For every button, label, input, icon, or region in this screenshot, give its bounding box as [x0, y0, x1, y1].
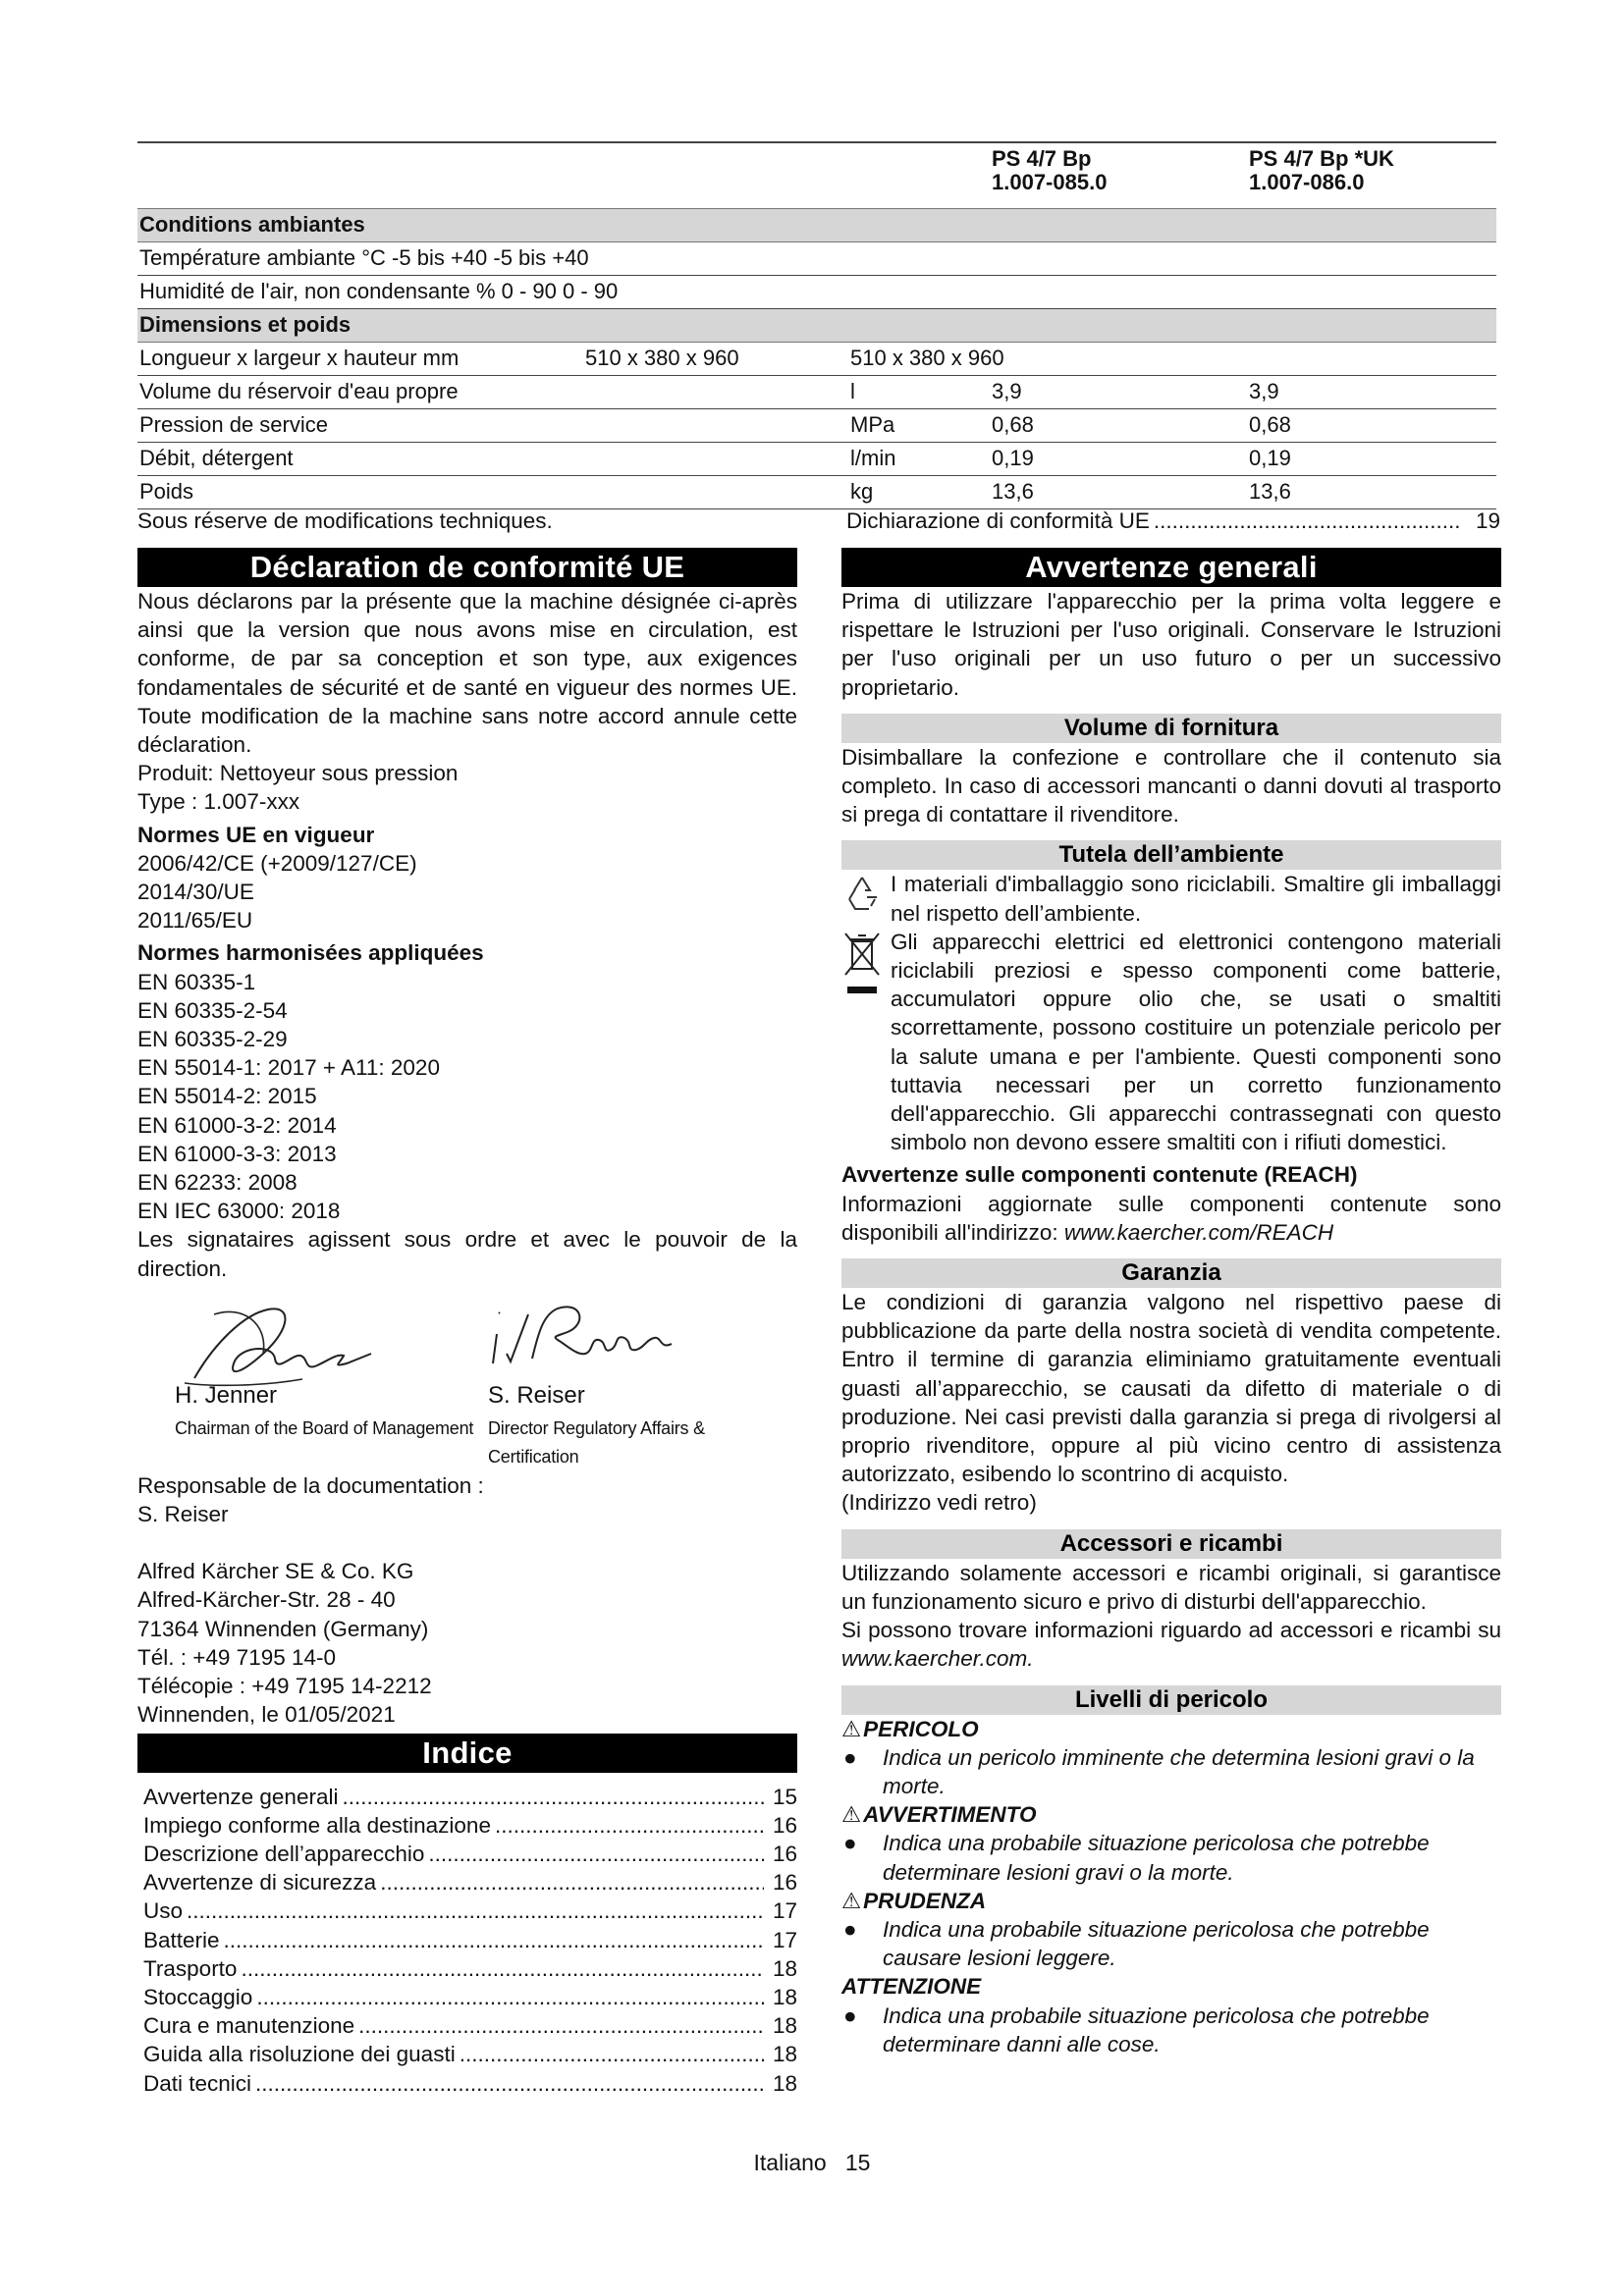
section-dimensions: Dimensions et poids — [137, 309, 1496, 343]
toc-item[interactable]: Cura e manutenzione ..... 18 — [137, 2011, 797, 2040]
type-line: Type : 1.007-xxx — [137, 789, 300, 815]
toc-item[interactable]: Trasporto ..... 18 — [137, 1954, 797, 1983]
address-line: Alfred Kärcher SE & Co. KG — [137, 1559, 414, 1584]
table-row: Poids kg 13,6 13,6 — [137, 476, 1496, 509]
toc-item[interactable]: Avvertenze generali ..... 15 — [137, 1783, 797, 1811]
danger-level: ⚠ PRUDENZA ● Indica una probabile situazione pericolosa che potrebbe causare lesioni leggere. — [841, 1888, 1430, 1971]
norm-item: 2006/42/CE (+2009/127/CE) — [137, 850, 417, 876]
harm-norm-item: EN 60335-1 — [137, 969, 256, 994]
norm-item: 2014/30/UE — [137, 880, 254, 905]
table-row: Débit, détergent l/min 0,19 0,19 — [137, 443, 1496, 476]
technical-data-table — [137, 141, 1496, 509]
warning-triangle-icon: ⚠ — [841, 1716, 862, 1741]
toc-item[interactable]: Dati tecnici ..... 18 — [137, 2069, 797, 2098]
warranty-text: Le condizioni di garanzia valgono nel rispettivo paese di pubblicazione da parte della nostra società di vendita competente. Entro il termine di garanzia eliminiamo gratuitamente eventuali guasti all’apparecchio, se causati da difetto di materiale o di produzione. Nei casi previsti dalla garanzia si prega di rivolgersi al proprio rivenditore, oppure al più vicino centro di assistenza autorizzato, esibendo lo scontrino di acquisto. — [841, 1290, 1501, 1487]
signature-block — [137, 1283, 797, 1468]
danger-level: ATTENZIONE ● Indica una probabile situazione pericolosa che potrebbe determinare danni alle cose. — [841, 1974, 1430, 2056]
address-line: 71364 Winnenden (Germany) — [137, 1616, 429, 1641]
harm-norm-item: EN 60335-2-54 — [137, 997, 288, 1023]
supply-text: Disimballare la confezione e controllare che il contenuto sia completo. In caso di accessori mancanti o danni dovuti al trasporto si prega di contattare il rivenditore. — [841, 744, 1501, 828]
recycling-icon — [841, 872, 883, 913]
table-row: Longueur x largeur x hauteur mm 510 x 380 x 960 510 x 380 x 960 — [137, 343, 1496, 376]
technical-changes-note: Sous réserve de modifications techniques. — [137, 508, 553, 533]
toc-item[interactable]: Avvertenze di sicurezza ..... 16 — [137, 1868, 797, 1896]
table-row: Pression de service MPa 0,68 0,68 — [137, 409, 1496, 443]
table-row: Température ambiante °C -5 bis +40 -5 bis +40 — [137, 242, 1496, 276]
warranty-address: (Indirizzo vedi retro) — [841, 1490, 1037, 1516]
right-column — [841, 548, 1501, 2058]
harm-norm-item: EN 61000-3-2: 2014 — [137, 1112, 337, 1138]
index-heading: Indice — [137, 1734, 797, 1773]
page-number: 15 — [844, 2150, 871, 2175]
general-warnings-text: Prima di utilizzare l'apparecchio per la prima volta leggere e rispettare le Istruzioni per l'uso originali. Conservare le Istruzioni per l'uso originali per un uso futuro o per un successivo proprietario. — [841, 589, 1501, 700]
toc-item[interactable]: Batterie ..... 17 — [137, 1926, 797, 1954]
signature-reiser-icon — [489, 1295, 685, 1383]
weee-note: Gli apparecchi elettrici ed elettronici contengono materiali riciclabili preziosi e spesso componenti come batterie, accumulatori oppure olio che, se usati o smaltiti scorrettamente, possono costituire un potenziale pericolo per la salute umana e per l'ambiente. Questi componenti sono tuttavia necessari per un corretto funzionamento dell'apparecchio. Gli apparecchi contrassegnati con questo simbolo non devono essere smaltiti con i rifiuti domestici. — [841, 928, 1501, 1157]
signatory-2-role: Director Regulatory Affairs & Certification — [488, 1417, 705, 1468]
table-of-contents — [137, 1783, 797, 2098]
doc-responsible-name: S. Reiser — [137, 1502, 229, 1527]
table-row: Volume du réservoir d'eau propre l 3,9 3,9 — [137, 376, 1496, 409]
harm-norm-item: EN 60335-2-29 — [137, 1027, 288, 1052]
accessories-heading: Accessori e ricambi — [841, 1529, 1501, 1559]
accessories-link[interactable]: www.kaercher.com. — [841, 1646, 1034, 1672]
left-column — [137, 548, 797, 2098]
toc-item-conformity[interactable]: Dichiarazione di conformità UE ..... 19 — [846, 508, 1500, 534]
declaration-heading: Déclaration de conformité UE — [137, 548, 797, 587]
danger-level: ⚠ PERICOLO ● Indica un pericolo imminente che determina lesioni gravi o la morte. — [841, 1716, 1475, 1798]
address-line: Tél. : +49 7195 14-0 — [137, 1644, 337, 1670]
declaration-text: Nous déclarons par la présente que la machine désignée ci-après ainsi que la version que nous avons mise en circulation, est conforme, de par sa conception et son type, aux exigences fondamentales de sécurité et de santé en vigueur des normes UE. Toute modification de la machine sans notre accord annule cette déclaration. — [137, 589, 797, 758]
footer-language: Italiano — [753, 2150, 827, 2175]
supply-heading: Volume di fornitura — [841, 714, 1501, 743]
harm-norm-item: EN 55014-1: 2017 + A11: 2020 — [137, 1055, 440, 1081]
signature-jenner-icon — [175, 1285, 381, 1393]
toc-item[interactable]: Descrizione dell’apparecchio ..... 16 — [137, 1840, 797, 1868]
toc-item[interactable]: Uso ..... 17 — [137, 1896, 797, 1925]
recycling-note: I materiali d'imballaggio sono riciclabili. Smaltire gli imballaggi nel rispetto dell’ambiente. — [841, 870, 1501, 927]
address-line: Télécopie : +49 7195 14-2212 — [137, 1674, 432, 1699]
general-warnings-heading: Avvertenze generali — [841, 548, 1501, 587]
toc-item[interactable]: Guida alla risoluzione dei guasti ..... 18 — [137, 2040, 797, 2068]
reach-text: Informazioni aggiornate sulle componenti contenute sono disponibili all'indirizzo: www.kaercher.com/REACH — [841, 1191, 1501, 1245]
signatory-1-name: H. Jenner — [175, 1381, 278, 1409]
product-line: Produit: Nettoyeur sous pression — [137, 761, 459, 786]
toc-item[interactable]: Impiego conforme alla destinazione ..... 16 — [137, 1811, 797, 1840]
signatory-1-role: Chairman of the Board of Management — [175, 1417, 474, 1438]
danger-level: ⚠ AVVERTIMENTO ● Indica una probabile situazione pericolosa che potrebbe determinare lesioni gravi o la morte. — [841, 1802, 1430, 1885]
section-conditions: Conditions ambiantes — [137, 209, 1496, 242]
harmonised-norms-heading: Normes harmonisées appliquées — [137, 940, 484, 966]
warning-triangle-icon: ⚠ — [841, 1802, 862, 1828]
doc-responsible-label: Responsable de la documentation : — [137, 1472, 484, 1498]
eu-norms-heading: Normes UE en vigueur — [137, 822, 375, 847]
signatory-2-name: S. Reiser — [488, 1381, 585, 1409]
norm-item: 2011/65/EU — [137, 908, 253, 934]
harm-norm-item: EN 62233: 2008 — [137, 1170, 298, 1196]
harm-norm-item: EN 55014-2: 2015 — [137, 1084, 317, 1109]
address-line: Alfred-Kärcher-Str. 28 - 40 — [137, 1587, 396, 1613]
harm-norm-item: EN 61000-3-3: 2013 — [137, 1141, 337, 1166]
table-header-row — [137, 142, 1496, 209]
danger-levels-heading: Livelli di pericolo — [841, 1685, 1501, 1715]
toc-item[interactable]: Stoccaggio ..... 18 — [137, 1983, 797, 2011]
table-row: Humidité de l'air, non condensante % 0 - 90 0 - 90 — [137, 276, 1496, 309]
address-line: Winnenden, le 01/05/2021 — [137, 1702, 396, 1728]
warranty-heading: Garanzia — [841, 1258, 1501, 1288]
model-b-header: PS 4/7 Bp *UK 1.007-086.0 — [1247, 142, 1496, 209]
harm-norm-item: EN IEC 63000: 2018 — [137, 1199, 341, 1224]
environment-heading: Tutela dell’ambiente — [841, 840, 1501, 870]
crossed-bin-icon — [841, 932, 883, 1010]
warning-triangle-icon: ⚠ — [841, 1888, 862, 1913]
model-a-header: PS 4/7 Bp 1.007-085.0 — [990, 142, 1247, 209]
signatories-text: Les signataires agissent sous ordre et avec le pouvoir de la direction. — [137, 1227, 797, 1281]
accessories-text-2: Si possono trovare informazioni riguardo ad accessori e ricambi su www.kaercher.com. — [841, 1618, 1501, 1672]
page-footer — [0, 2150, 1624, 2176]
reach-heading: Avvertenze sulle componenti contenute (REACH) — [841, 1162, 1358, 1188]
reach-link[interactable]: www.kaercher.com/REACH — [1063, 1219, 1334, 1245]
accessories-text-1: Utilizzando solamente accessori e ricambi originali, si garantisce un funzionamento sicuro e privo di disturbi dell'apparecchio. — [841, 1560, 1501, 1614]
